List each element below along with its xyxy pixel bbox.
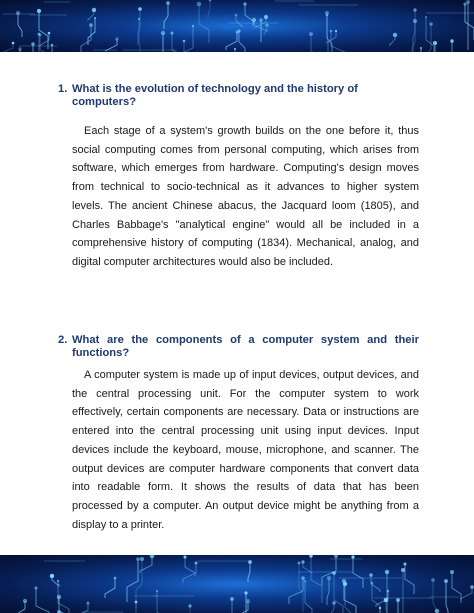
circuit-node (401, 568, 405, 572)
circuit-node (343, 582, 347, 586)
circuit-node (237, 29, 240, 32)
circuit-node (246, 599, 250, 603)
circuit-trace (15, 601, 25, 613)
circuit-node (309, 32, 313, 36)
circuit-trace (345, 584, 351, 613)
circuit-node (23, 599, 27, 603)
circuit-node (393, 33, 397, 37)
circuit-trace (353, 557, 363, 588)
circuit-node (433, 41, 437, 45)
circuit-trace (327, 13, 328, 52)
circuit-node (115, 37, 118, 40)
circuit-node (161, 31, 165, 35)
question-2-line-2: functions? (72, 347, 130, 359)
circuit-node (35, 587, 38, 590)
circuit-trace (392, 600, 398, 613)
circuit-trace (311, 34, 321, 52)
circuit-trace (105, 39, 117, 51)
circuit-node (234, 48, 236, 50)
circuit-node (235, 14, 238, 17)
circuit-node (466, 0, 470, 4)
circuit-node (184, 556, 187, 559)
circuit-trace (181, 41, 184, 52)
circuit-node (92, 8, 96, 12)
circuit-node (334, 555, 338, 558)
answer-1-paragraph: Each stage of a system's growth builds on the one before it, thus social computing comes from personal computing, which arises from software, which emerges from hardware. Computing's design moves from technical to socio-technical as it advances to higher system levels. The ancient Chinese abacus, the Jacquard loom (1805), and Charles Babbage's "analytical engine" would all be included in a comprehensive history of computing (1834). Mechanical, analog, and digital computer architectures would also be included. (72, 125, 419, 268)
circuit-node (166, 1, 170, 5)
circuit-trace (164, 3, 168, 29)
circuit-node (183, 40, 185, 42)
circuit-node (57, 580, 59, 582)
circuit-node (413, 8, 416, 11)
circuit-node (264, 15, 268, 19)
circuit-node (431, 578, 435, 582)
answer-2-paragraph: A computer system is made up of input devices, output devices, and the central processing unit. For the computer system to work effectively, certain components are necessary. Data or instructions are entered into the central processing unit using input devices. Input devices include the keyboard, mouse, microphone, and scanner. The output devices are computer hardware components that convert data into readable form. It shows the results of data that has been processed by a computer. An output device might be anything from a display to a printer. (72, 369, 419, 531)
question-1-number: 1. (58, 83, 68, 95)
circuit-node (197, 2, 202, 7)
circuit-node (38, 33, 41, 36)
circuit-trace (254, 20, 267, 31)
circuit-node (387, 590, 389, 592)
circuit-node (335, 30, 337, 32)
circuit-trace (105, 578, 115, 598)
circuit-node (12, 42, 15, 45)
circuit-node (413, 19, 417, 23)
circuit-node (301, 576, 305, 580)
circuit-trace (40, 35, 52, 52)
circuit-node (369, 573, 373, 577)
circuit-node (425, 16, 427, 18)
document-body (0, 52, 474, 555)
circuit-node (444, 579, 448, 583)
circuit-node (450, 39, 453, 42)
circuit-node (332, 601, 335, 604)
circuit-node (385, 570, 389, 574)
circuit-node (435, 609, 439, 613)
circuit-trace (239, 31, 245, 52)
circuit-node (114, 577, 117, 580)
circuit-trace (81, 25, 91, 52)
question-1-text: What is the evolution of technology and the history of computers? (72, 83, 358, 108)
circuit-node (243, 2, 246, 5)
circuit-trace (426, 24, 431, 52)
circuit-trace (426, 17, 434, 52)
circuit-node (87, 602, 90, 605)
circuit-trace (433, 580, 436, 613)
circuit-trace (232, 599, 233, 613)
circuit-node (37, 9, 41, 13)
circuit-trace (465, 4, 474, 40)
circuit-trace (185, 557, 195, 576)
circuit-node (470, 585, 474, 589)
circuit-node (230, 597, 234, 601)
circuit-node (309, 555, 312, 558)
circuit-node (252, 18, 256, 22)
circuit-node (18, 47, 21, 50)
question-2-number: 2. (58, 334, 68, 346)
circuit-trace (452, 572, 461, 603)
circuit-trace (299, 563, 303, 612)
circuit-trace (460, 587, 472, 599)
circuit-node (89, 23, 93, 27)
circuit-node (450, 570, 454, 574)
circuit-trace (331, 31, 345, 52)
circuit-node (301, 560, 304, 563)
circuit-trace (334, 573, 343, 613)
circuit-node (16, 11, 20, 15)
circuit-trace (327, 578, 329, 605)
circuit-trace (124, 602, 136, 613)
circuit-node (404, 563, 407, 566)
circuit-node (325, 11, 329, 15)
circuit-node (396, 598, 400, 602)
circuit-node (298, 562, 301, 565)
circuit-trace (305, 581, 312, 613)
circuit-node (192, 25, 194, 27)
circuit-trace (226, 32, 237, 50)
circuit-node (209, 0, 212, 1)
circuit-node (371, 582, 373, 584)
circuit-node (136, 557, 140, 561)
circuit-node (259, 18, 262, 21)
circuit-trace (0, 43, 13, 52)
circuit-node (265, 23, 268, 26)
circuit-trace (208, 0, 210, 18)
circuit-trace (452, 41, 461, 52)
circuit-trace (36, 588, 49, 613)
circuit-node (138, 7, 142, 11)
circuit-node (463, 2, 466, 5)
circuit-pattern-bottom (0, 555, 474, 613)
circuit-node (31, 42, 35, 46)
circuit-node (50, 574, 54, 578)
circuit-trace (254, 17, 266, 28)
circuit-node (48, 32, 51, 35)
circuit-node (135, 601, 138, 604)
circuit-node (156, 590, 158, 592)
circuit-node (171, 32, 174, 35)
circuit-node (94, 17, 96, 19)
circuit-node (351, 555, 354, 558)
question-2-line-1: What are the components of a computer system and their (72, 334, 419, 346)
circuit-pattern-top (0, 0, 474, 52)
circuit-node (244, 591, 247, 594)
circuit-trace (236, 15, 243, 27)
circuit-node (327, 576, 332, 581)
circuit-trace (311, 556, 322, 603)
circuit-trace (78, 603, 88, 613)
top-circuit-banner (0, 0, 474, 52)
circuit-trace (248, 562, 250, 582)
circuit-trace (172, 33, 184, 52)
circuit-node (188, 604, 191, 607)
question-2-text (72, 334, 419, 360)
bottom-circuit-banner (0, 555, 474, 613)
circuit-node (195, 562, 198, 565)
circuit-node (140, 557, 144, 561)
circuit-trace (180, 26, 193, 52)
circuit-node (304, 580, 307, 583)
circuit-node (330, 30, 333, 33)
circuit-trace (405, 564, 414, 594)
circuit-node (57, 595, 61, 599)
circuit-node (420, 47, 422, 49)
circuit-trace (18, 13, 22, 37)
circuit-node (429, 22, 433, 26)
circuit-trace (199, 4, 209, 43)
circuit-node (150, 555, 155, 558)
circuit-trace (155, 33, 163, 52)
circuit-trace (157, 591, 166, 613)
